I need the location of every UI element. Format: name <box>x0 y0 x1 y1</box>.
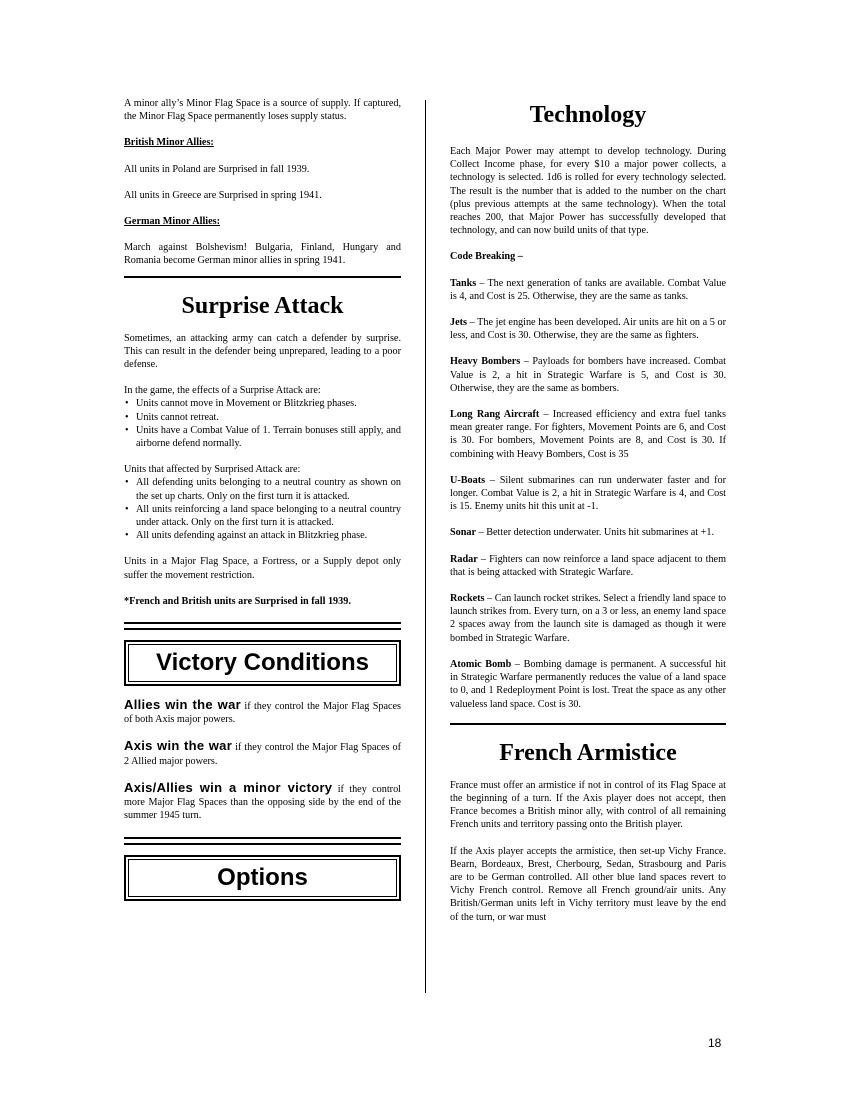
term-text: – Bombing damage is permanent. A successful hit in Strategic Warfare permanently reduces the value of a land space to 0, and 1 Redeployment Point is lost. Treat the space as any other valueless land space. Cost is 30. <box>450 658 726 710</box>
allies-win-text: if they control the Major Flag Spaces of both Axis major powers. <box>124 701 401 726</box>
affected-list <box>124 476 401 542</box>
term-label: Jets <box>450 317 467 329</box>
minor-victory-paragraph <box>124 781 401 823</box>
german-minor-allies-heading: German Minor Allies: <box>124 216 221 228</box>
surprise-intro: Sometimes, an attacking army can catch a defender by surprise. This can result in the defender being unprepared, leading to a poor defense. <box>124 332 401 371</box>
axis-win-paragraph <box>124 739 401 767</box>
british-rule-2: All units in Greece are Surprised in spring 1941. <box>124 189 322 201</box>
term-label: Rockets <box>450 593 485 605</box>
armistice-paragraph-1: France must offer an armistice if not in control of its Flag Space at the beginning of a turn. If the Axis player does not accept, then France becomes a British minor ally, with control of all remaining French units and territory passing onto the British player. <box>450 779 726 831</box>
term-label: Long Rang Aircraft <box>450 409 540 421</box>
code-breaking: Code Breaking – <box>450 251 523 263</box>
term-label: Sonar <box>450 527 477 539</box>
tech-tanks <box>450 277 726 303</box>
french-armistice-title: French Armistice <box>499 739 677 766</box>
section-divider <box>450 723 726 725</box>
term-text: – Increased efficiency and extra fuel tanks mean greater range. For fighters, Movement Points are 6, and Cost is 30. For bombers, Movement Points are 8, and Cost is 30. If combining with Heavy Bombers, Cost is 35 <box>450 409 726 460</box>
list-item: • All units defending against an attack in Blitzkrieg phase. <box>124 529 401 542</box>
minor-flag-paragraph: A minor ally’s Minor Flag Space is a source of supply. If captured, the Minor Flag Space permanently loses supply status. <box>124 98 401 123</box>
options-title: Options <box>128 859 397 897</box>
list-item: • All units reinforcing a land space belonging to a neutral country under attack. Only on the first turn it is attacked. <box>124 503 401 529</box>
victory-conditions-box <box>124 640 401 686</box>
term-text: – The next generation of tanks are available. Combat Value is 4, and Cost is 25. Otherwise, they are the same as tanks. <box>450 277 726 302</box>
right-column <box>450 97 726 937</box>
left-column <box>124 97 401 901</box>
armistice-paragraph-2: If the Axis player accepts the armistice, then set-up Vichy France. Bearn, Bordeaux, Brest, Cherbourg, Sedan, Strasbourg and Paris are to be German controlled. All other blue land spaces revert to Vichy French control. Remove all French ground/air units. Any British/German units left in Vichy territory must leave by the end of the turn, or war must <box>450 845 726 923</box>
tech-uboats <box>450 474 726 514</box>
tech-radar <box>450 553 726 579</box>
section-divider <box>124 837 401 845</box>
column-divider <box>425 100 426 993</box>
tech-sonar <box>450 526 726 539</box>
section-divider <box>124 622 401 630</box>
technology-intro: Each Major Power may attempt to develop technology. During Collect Income phase, for every $10 a major power collects, a technology is selected. 1d6 is rolled for every technology selected. The result is the number that is added to the number on the chart (plus previous attempts at the same technology). When the total reaches 200, that Major Power has successfully developed that technology, and can now build units of that type. <box>450 146 726 237</box>
term-text: – Payloads for bombers have increased. Combat Value is 2, a hit in Strategic Warfare is 5, and Cost is 30. Otherwise, they are the same as bombers. <box>450 356 726 394</box>
section-divider <box>124 276 401 278</box>
allies-win-paragraph <box>124 698 401 726</box>
term-label: Tanks <box>450 277 477 289</box>
list-item: • Units cannot move in Movement or Blitzkrieg phases. <box>124 397 401 410</box>
axis-win-lead: Axis win the war <box>124 738 233 754</box>
german-rule-1: March against Bolshevism! Bulgaria, Finland, Hungary and Romania become German minor allies in spring 1941. <box>124 242 401 267</box>
affected-intro: Units that affected by Surprised Attack are: <box>124 464 301 476</box>
list-item: • Units have a Combat Value of 1. Terrain bonuses still apply, and airborne defend normally. <box>124 424 401 450</box>
allies-win-lead: Allies win the war <box>124 697 241 713</box>
term-text: – The jet engine has been developed. Air units are hit on a 5 or less, and Cost is 30. Otherwise, they are the same as fighters. <box>450 317 726 342</box>
list-item: • Units cannot retreat. <box>124 411 401 424</box>
term-label: U-Boats <box>450 474 486 486</box>
technology-title: Technology <box>529 102 647 128</box>
minor-victory-text: if they control more Major Flag Spaces than the opposing side by the end of the summer 1945 turn. <box>124 783 402 822</box>
term-text: – Fighters can now reinforce a land space adjacent to them that is being attacked with Strategic Warfare. <box>450 553 726 578</box>
surprise-attack-title: Surprise Attack <box>181 292 344 319</box>
term-text: – Can launch rocket strikes. Select a friendly land space to launch strikes from. Every turn, on a 3 or less, an enemy land space 2 spaces away from the launch site is damaged as though it were bombed in Strategic Warfare. <box>450 593 726 644</box>
restriction-paragraph: Units in a Major Flag Space, a Fortress, or a Supply depot only suffer the movement restriction. <box>124 556 401 581</box>
british-minor-allies-heading: British Minor Allies: <box>124 137 214 149</box>
french-british-note: *French and British units are Surprised in fall 1939. <box>124 595 351 607</box>
term-label: Atomic Bomb <box>450 658 512 670</box>
term-label: Heavy Bombers <box>450 356 521 368</box>
term-text: – Silent submarines can run underwater faster and for longer. Combat Value is 2, a hit in Strategic Warfare is 4, and Cost is 15. Enemy units hit this unit at -1. <box>450 474 726 513</box>
tech-long-range <box>450 408 726 461</box>
term-label: Radar <box>450 553 478 565</box>
minor-victory-lead: Axis/Allies win a minor victory <box>124 779 333 795</box>
tech-heavy-bombers <box>450 355 726 395</box>
tech-jets <box>450 316 726 342</box>
list-item: • All defending units belonging to a neutral country as shown on the set up charts. Only on the first turn it is attacked. <box>124 476 401 502</box>
effects-list <box>124 397 401 450</box>
british-rule-1: All units in Poland are Surprised in fall 1939. <box>124 163 310 175</box>
tech-atomic-bomb <box>450 658 726 711</box>
axis-win-text: if they control the Major Flag Spaces of 2 Allied major powers. <box>124 742 401 767</box>
page-number: 18 <box>708 1036 722 1050</box>
victory-conditions-title: Victory Conditions <box>128 644 397 682</box>
term-text: – Better detection underwater. Units hit submarines at +1. <box>476 527 715 539</box>
effects-intro: In the game, the effects of a Surprise Attack are: <box>124 385 321 397</box>
options-box <box>124 855 401 901</box>
tech-rockets <box>450 592 726 645</box>
